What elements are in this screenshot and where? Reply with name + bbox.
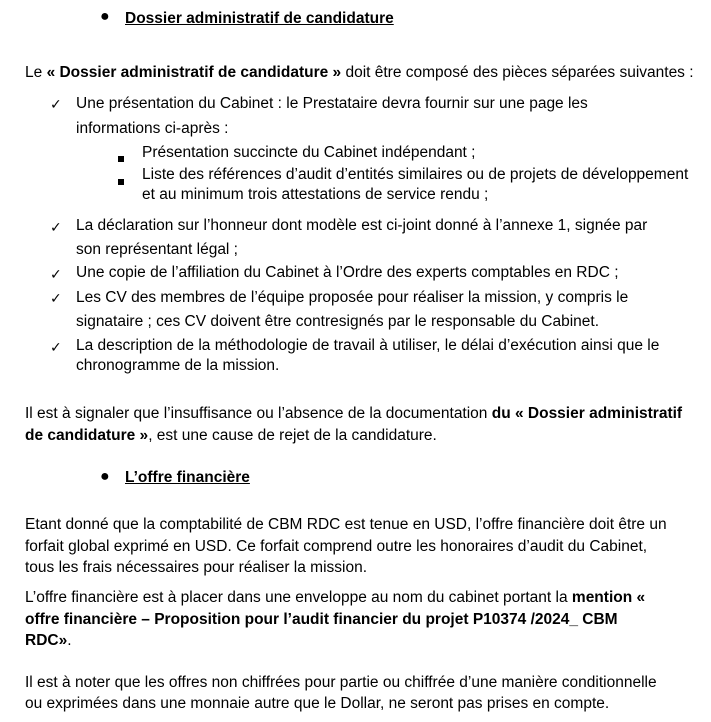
square-bullet-icon — [118, 172, 124, 190]
note-plain: Il est à signaler que l’insuffisance ou l’absence de la documentation — [25, 405, 492, 422]
para2-line-1 — [25, 589, 645, 607]
check-item-line: Une copie de l’affiliation du Cabinet à l’Ordre des experts comptables en RDC ; — [76, 264, 619, 281]
note-bold: de candidature » — [25, 427, 149, 444]
note-line-1 — [25, 405, 682, 423]
check-item-line: signataire ; ces CV doivent être contresignés par le responsable du Cabinet. — [76, 313, 599, 330]
check-item-line: son représentant légal ; — [76, 241, 238, 258]
check-icon: ✓ — [50, 339, 62, 355]
para2-plain: L’offre financière est à placer dans une enveloppe au nom du cabinet portant la — [25, 589, 572, 606]
section1-bullet: ● — [100, 8, 110, 25]
sub-item-line: Liste des références d’audit d’entités similaires ou de projets de développement — [142, 166, 689, 183]
check-item-line: informations ci-après : — [76, 120, 229, 137]
check-item-line: Les CV des membres de l’équipe proposée pour réaliser la mission, y compris le — [76, 289, 629, 306]
intro-suffix: doit être composé des pièces séparées suivantes : — [341, 64, 694, 81]
para2-bold: RDC» — [25, 632, 68, 649]
check-item-line: La déclaration sur l’honneur dont modèle est ci-joint donné à l’annexe 1, signée par — [76, 217, 648, 234]
sub-item-line: et au minimum trois attestations de service rendu ; — [142, 186, 489, 203]
intro-paragraph — [25, 64, 694, 82]
para2-bold: offre financière – Proposition pour l’audit financier du projet P10374 /2024_ CBM — [25, 611, 618, 628]
square-bullet-icon — [118, 149, 124, 167]
para2-line-3 — [25, 632, 72, 650]
para1-line: Etant donné que la comptabilité de CBM RDC est tenue en USD, l’offre financière doit être un — [25, 516, 667, 533]
intro-bold: « Dossier administratif de candidature » — [46, 64, 342, 81]
para3-line: ou exprimées dans une monnaie autre que le Dollar, ne seront pas prises en compte. — [25, 695, 610, 712]
note-line-2 — [25, 427, 437, 445]
section2-heading: L’offre financière — [125, 469, 250, 486]
para2-plain: . — [67, 632, 72, 649]
check-icon: ✓ — [50, 96, 62, 112]
sub-item-line: Présentation succincte du Cabinet indépendant ; — [142, 144, 476, 161]
check-item-line: La description de la méthodologie de travail à utiliser, le délai d’exécution ainsi que le — [76, 337, 660, 354]
check-item-line: Une présentation du Cabinet : le Prestataire devra fournir sur une page les — [76, 95, 588, 112]
para3-line: Il est à noter que les offres non chiffrées pour partie ou chiffrée d’une manière conditionnelle — [25, 674, 657, 691]
section2-bullet: ● — [100, 468, 110, 485]
check-item-line: chronogramme de la mission. — [76, 357, 280, 374]
check-icon: ✓ — [50, 290, 62, 306]
para1-line: forfait global exprimé en USD. Ce forfait comprend outre les honoraires d’audit du Cabinet, — [25, 538, 648, 555]
note-plain: , est une cause de rejet de la candidature. — [148, 427, 437, 444]
note-bold: du « Dossier administratif — [491, 405, 683, 422]
para2-bold: mention « — [571, 589, 646, 606]
check-icon: ✓ — [50, 219, 62, 235]
check-icon: ✓ — [50, 266, 62, 282]
para2-line-2 — [25, 611, 618, 629]
para1-line: tous les frais nécessaires pour réaliser la mission. — [25, 559, 367, 576]
section1-heading: Dossier administratif de candidature — [125, 10, 394, 27]
intro-prefix: Le — [25, 64, 47, 81]
